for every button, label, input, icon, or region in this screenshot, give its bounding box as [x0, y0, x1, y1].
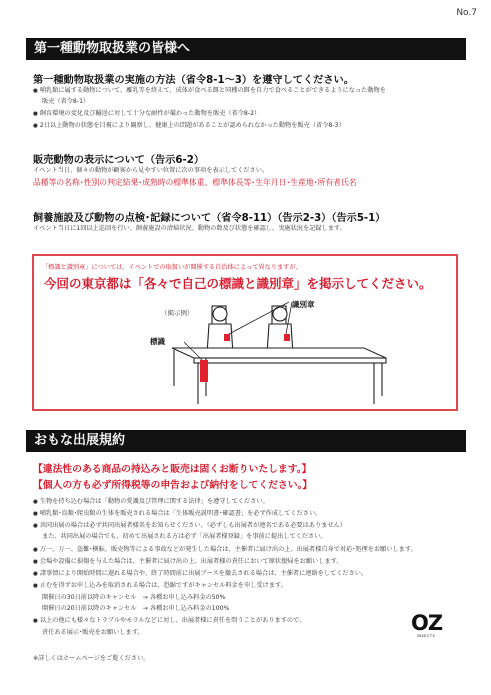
- display-items: 品種等の名称･性別の判定結果･成熟時の標準体重、標準体長等･生年月日･生産地･所有者氏名: [33, 178, 357, 187]
- rule-bullet-2: ● 飼育環境の変化及び輸送に対して十分な耐性が備わった動物を販売（省令8-2）: [33, 109, 463, 119]
- id-badge-1: [224, 334, 230, 341]
- id-badge-label: 識別章: [292, 300, 315, 309]
- id-badge-2: [284, 334, 290, 341]
- cancel-line-2: 開催日の20日前以降のキャンセル → 各種お申し込み料金の100%: [42, 605, 230, 612]
- table-edge: [194, 358, 386, 363]
- red-notice-1: 【違法性のある商品の持込みと販売は固くお断りいたします。】: [33, 464, 312, 475]
- notice-main: 今回の東京都は「各々で自己の標識と識別章」を掲示してください。: [44, 276, 432, 291]
- cancel-line-1: 開催日の30日前以降のキャンセル → 各種お申し込み料金の50%: [42, 594, 226, 601]
- rule-bullet-3: ● 2日以上動物の状態を目視により観察し、健康上の問題があることが認められなかった動物を販売（省令8-3）: [33, 121, 463, 131]
- section1-heading: 第一種動物取扱業の実施の方法（省令8-1〜3）を遵守してください。: [33, 75, 354, 86]
- logo-subtext: INSECTS: [416, 634, 436, 638]
- exhibit-rule-5: ● 会場や設備に損傷を与えた場合は、主催者に届け出の上、出展者様の責任において原状復帰をお願いします。: [33, 557, 463, 567]
- sign-label: 標識: [150, 337, 165, 346]
- exhibit-rule-8: ● 以上の他にも様々なトラブルやモラルなどに対し、出展者様に責任を問うことがありますので、: [33, 616, 463, 626]
- rule-bullet-1: ● 哺乳類に属する動物について、離乳等を終えて、成体が食べる餌と同種の餌を自力で食べることができるようになった動物を: [33, 86, 463, 96]
- exhibit-rule-3-cont: また、共同出展の場合でも、初めて出展される方は必ず「出展者様登録」を事前に提出してください。: [42, 533, 327, 540]
- exhibit-rule-1: ● 生物を持ち込む場合は「動物の愛護及び管理に関する法律」を遵守してください。: [33, 497, 463, 507]
- section1-title-bar: 第一種動物取扱業の皆様へ: [26, 38, 466, 60]
- logo-text: OZ: [411, 611, 443, 635]
- exhibit-rule-7: ● 止むを得ずお申し込みを取消される場合は、恐縮ですがキャンセル料金を申し受けます。: [33, 581, 463, 591]
- section2-title-bar: おもな出展規約: [26, 430, 466, 452]
- footer-note: ※詳しくはホームページをご覧ください。: [33, 655, 150, 662]
- display-text: イベント当日、個々の動物が顧客から見やすい位置に次の事項を表示してください。: [33, 167, 269, 174]
- exhibit-rule-8-cont: 責任ある展示･販売をお願いします。: [42, 629, 144, 636]
- sign-red-panel: [200, 360, 208, 382]
- display-heading: 販売動物の表示について（告示6-2）: [33, 155, 205, 166]
- page-number: No.7: [456, 8, 477, 18]
- person-1-head: [213, 307, 227, 321]
- notice-note: 「標識と識別章」については、イベントでの取扱いが開催する自治体によって異なりますが、: [42, 264, 302, 271]
- facility-text: イベント当日に1回以上巡回を行い、飼養施設の清掃状況、動物の数及び状態を確認し、実施状況を記録します。: [33, 225, 346, 232]
- example-label: （掲示例）: [161, 309, 194, 317]
- exhibit-rule-3: ● 共同出展の場合は必ず共同出展者様名をお知らせください。（必ずしも出展者が連名である必要はありません）: [33, 521, 463, 531]
- oz-logo: [411, 612, 441, 638]
- exhibit-rule-4: ● 万一、万一、盗難･横転、販売物等による事故などが発生した場合は、主催者に届け出の上、出展者様自身で対応･処理をお願いします。: [33, 545, 463, 555]
- table-top: [172, 348, 386, 358]
- notice-box: [32, 254, 458, 411]
- exhibit-rule-6: ● 諸事情により開始時間に遅れる場合や、終了時間前に出展ブースを撤去される場合は、主催者に連絡をしてください。: [33, 569, 463, 579]
- exhibit-rule-2: ● 哺乳類･鳥類･爬虫類の生体を販売される場合は「生体販売説明書･確認書」を必ず作成してください。: [33, 509, 463, 519]
- rule-bullet-1-cont: 販売（省令8-1）: [42, 98, 90, 105]
- facility-heading: 飼養施設及び動物の点検･記録について（省令8-11）（告示2-3）（告示5-1）: [33, 213, 386, 224]
- booth-illustration: [34, 256, 456, 409]
- red-notice-2: 【個人の方も必ず所得税等の申告および納付をしてください。】: [33, 480, 313, 491]
